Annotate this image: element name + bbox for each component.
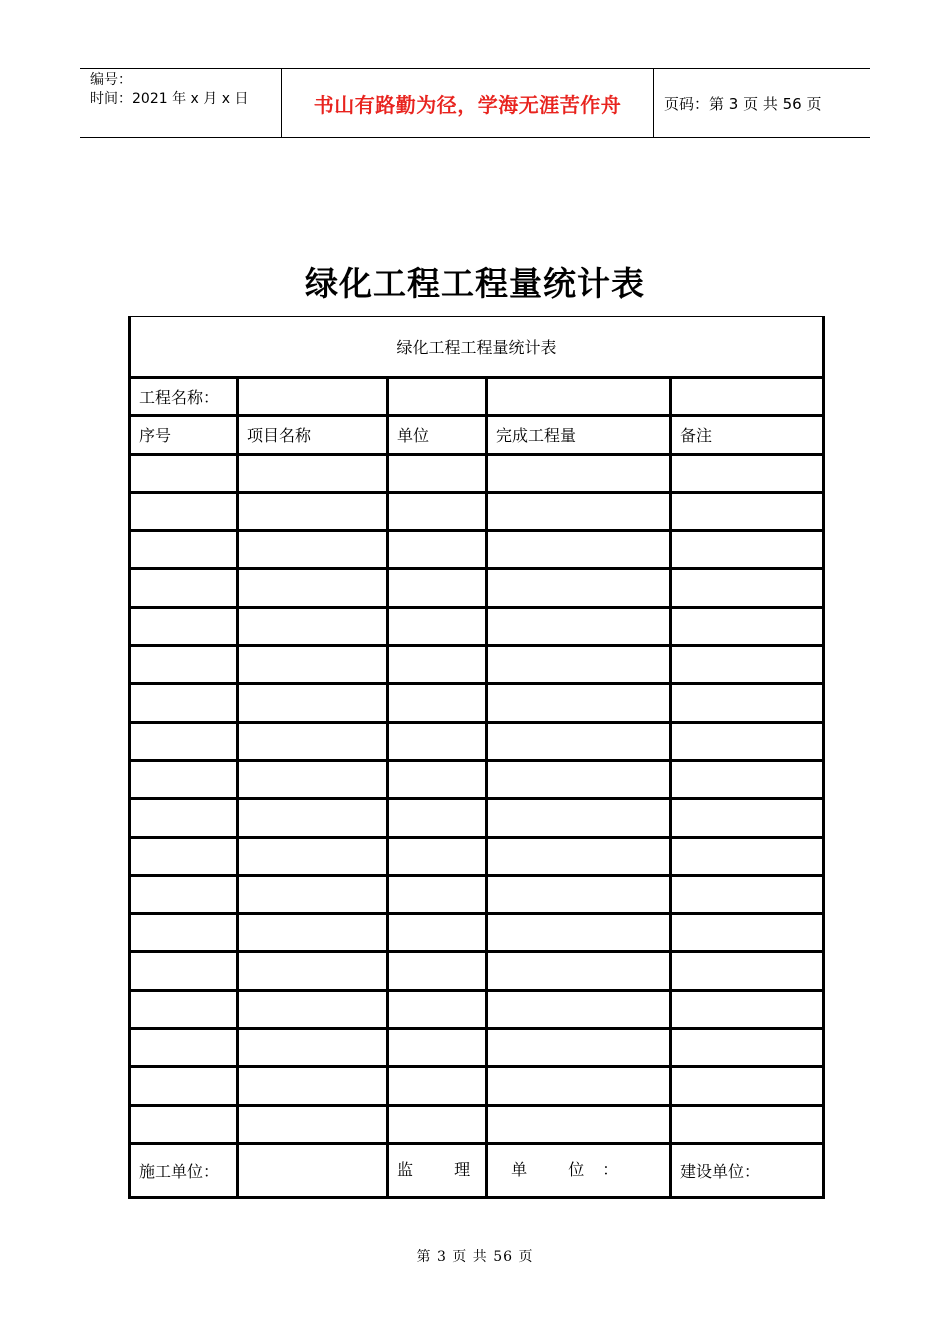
table-cell[interactable] <box>672 1030 825 1068</box>
header-motto: 书山有路勤为径，学海无涯苦作舟 <box>282 69 654 137</box>
table-cell[interactable] <box>389 456 488 494</box>
table-cell[interactable] <box>389 762 488 800</box>
table-cell[interactable] <box>239 992 389 1030</box>
table-row <box>131 724 825 762</box>
header-meta <box>80 69 282 137</box>
table-cell[interactable] <box>389 1107 488 1145</box>
table-row <box>131 570 825 608</box>
table-cell[interactable] <box>488 724 672 762</box>
table-cell[interactable] <box>488 1030 672 1068</box>
table-row <box>131 609 825 647</box>
col-header-quantity: 完成工程量 <box>488 417 672 455</box>
table-cell[interactable] <box>389 992 488 1030</box>
time-label: 时间：2021 年 x 月 x 日 <box>90 91 249 107</box>
table-cell[interactable] <box>239 609 389 647</box>
statistics-table <box>128 316 825 1199</box>
table-cell[interactable] <box>131 992 239 1030</box>
table-cell[interactable] <box>131 953 239 991</box>
table-row <box>131 762 825 800</box>
table-cell[interactable] <box>672 877 825 915</box>
project-name-label: 工程名称： <box>131 379 239 417</box>
table-cell[interactable] <box>488 877 672 915</box>
table-row <box>131 1030 825 1068</box>
table-row <box>131 953 825 991</box>
table-row <box>131 877 825 915</box>
table-cell[interactable] <box>131 570 239 608</box>
table-cell[interactable] <box>672 762 825 800</box>
table-cell[interactable] <box>488 762 672 800</box>
table-cell[interactable] <box>131 877 239 915</box>
table-cell[interactable] <box>389 532 488 570</box>
table-row <box>131 839 825 877</box>
table-cell[interactable] <box>131 456 239 494</box>
table-cell[interactable] <box>389 839 488 877</box>
table-cell[interactable] <box>239 456 389 494</box>
table-row <box>131 647 825 685</box>
table-cell[interactable] <box>488 1068 672 1106</box>
table-cell[interactable] <box>389 800 488 838</box>
document-title: 绿化工程工程量统计表 <box>305 264 645 303</box>
table-row <box>131 456 825 494</box>
table-cell[interactable] <box>239 839 389 877</box>
table-cell[interactable] <box>672 532 825 570</box>
table-cell[interactable] <box>389 915 488 953</box>
table-row <box>131 800 825 838</box>
table-cell[interactable] <box>672 839 825 877</box>
table-cell[interactable] <box>131 1030 239 1068</box>
header-page-info: 页码：第 3 页 共 56 页 <box>664 94 822 113</box>
table-cell[interactable] <box>239 915 389 953</box>
table-cell[interactable] <box>239 532 389 570</box>
table-cell[interactable] <box>488 456 672 494</box>
table-cell[interactable] <box>672 494 825 532</box>
col-header-unit: 单位 <box>389 417 488 455</box>
table-cell[interactable] <box>389 953 488 991</box>
table-cell[interactable] <box>131 494 239 532</box>
table-row <box>131 1068 825 1106</box>
table-cell[interactable] <box>672 1068 825 1106</box>
table-row <box>131 685 825 723</box>
table-cell[interactable] <box>239 1107 389 1145</box>
statistics-table-container <box>128 316 822 1198</box>
col-header-remarks: 备注 <box>672 417 825 455</box>
table-cell[interactable] <box>131 724 239 762</box>
table-cell[interactable] <box>389 609 488 647</box>
table-cell[interactable] <box>488 494 672 532</box>
project-name-cell[interactable] <box>488 379 672 417</box>
table-cell[interactable] <box>672 685 825 723</box>
signature-row <box>131 1145 825 1199</box>
table-row <box>131 992 825 1030</box>
table-row <box>131 915 825 953</box>
table-cell[interactable] <box>131 647 239 685</box>
document-header <box>80 68 870 138</box>
table-cell[interactable] <box>239 570 389 608</box>
table-cell[interactable] <box>131 762 239 800</box>
owner-unit-label: 建设单位： <box>672 1145 825 1199</box>
construction-unit-label: 施工单位： <box>131 1145 239 1199</box>
table-cell[interactable] <box>488 1107 672 1145</box>
table-cell[interactable] <box>239 953 389 991</box>
table-cell[interactable] <box>672 570 825 608</box>
table-cell[interactable] <box>672 456 825 494</box>
table-cell[interactable] <box>239 494 389 532</box>
table-cell[interactable] <box>488 839 672 877</box>
table-cell[interactable] <box>672 915 825 953</box>
project-name-cell[interactable] <box>389 379 488 417</box>
table-cell[interactable] <box>672 609 825 647</box>
table-cell[interactable] <box>239 762 389 800</box>
table-cell[interactable] <box>488 647 672 685</box>
column-header-row <box>131 417 825 455</box>
project-name-cell[interactable] <box>239 379 389 417</box>
col-header-index: 序号 <box>131 417 239 455</box>
table-cell[interactable] <box>239 800 389 838</box>
table-cell[interactable] <box>131 609 239 647</box>
table-cell[interactable] <box>131 839 239 877</box>
table-cell[interactable] <box>488 570 672 608</box>
project-name-row <box>131 379 825 417</box>
supervision-unit-label: 监 理 单 位： <box>389 1145 488 1199</box>
table-cell[interactable] <box>239 877 389 915</box>
table-cell[interactable] <box>389 877 488 915</box>
table-cell[interactable] <box>239 685 389 723</box>
page-footer: 第 3 页 共 56 页 <box>416 1249 534 1265</box>
table-cell[interactable] <box>488 532 672 570</box>
table-row <box>131 532 825 570</box>
table-caption: 绿化工程工程量统计表 <box>131 317 825 379</box>
table-cell[interactable] <box>488 953 672 991</box>
table-cell[interactable] <box>239 1068 389 1106</box>
table-cell[interactable] <box>672 953 825 991</box>
table-cell[interactable] <box>131 532 239 570</box>
table-row <box>131 494 825 532</box>
table-cell[interactable] <box>239 647 389 685</box>
table-cell[interactable] <box>239 724 389 762</box>
table-cell[interactable] <box>131 685 239 723</box>
table-cell[interactable] <box>131 915 239 953</box>
table-cell[interactable] <box>672 800 825 838</box>
table-cell[interactable] <box>389 685 488 723</box>
table-cell[interactable] <box>131 1107 239 1145</box>
table-cell[interactable] <box>672 647 825 685</box>
table-cell[interactable] <box>488 992 672 1030</box>
table-cell[interactable] <box>389 570 488 608</box>
table-cell[interactable] <box>131 1068 239 1106</box>
table-cell[interactable] <box>389 1068 488 1106</box>
table-cell[interactable] <box>672 724 825 762</box>
table-cell[interactable] <box>389 1030 488 1068</box>
number-label: 编号： <box>90 72 132 88</box>
table-cell[interactable] <box>389 647 488 685</box>
table-cell[interactable] <box>488 915 672 953</box>
col-header-item-name: 项目名称 <box>239 417 389 455</box>
table-cell[interactable] <box>672 992 825 1030</box>
construction-unit-cell[interactable] <box>239 1145 389 1199</box>
table-row <box>131 1107 825 1145</box>
project-name-cell[interactable] <box>672 379 825 417</box>
table-cell[interactable] <box>131 800 239 838</box>
table-cell[interactable] <box>488 609 672 647</box>
table-cell[interactable] <box>389 724 488 762</box>
table-cell[interactable] <box>488 685 672 723</box>
table-cell[interactable] <box>389 494 488 532</box>
table-cell[interactable] <box>672 1107 825 1145</box>
table-cell[interactable] <box>488 800 672 838</box>
table-cell[interactable] <box>239 1030 389 1068</box>
